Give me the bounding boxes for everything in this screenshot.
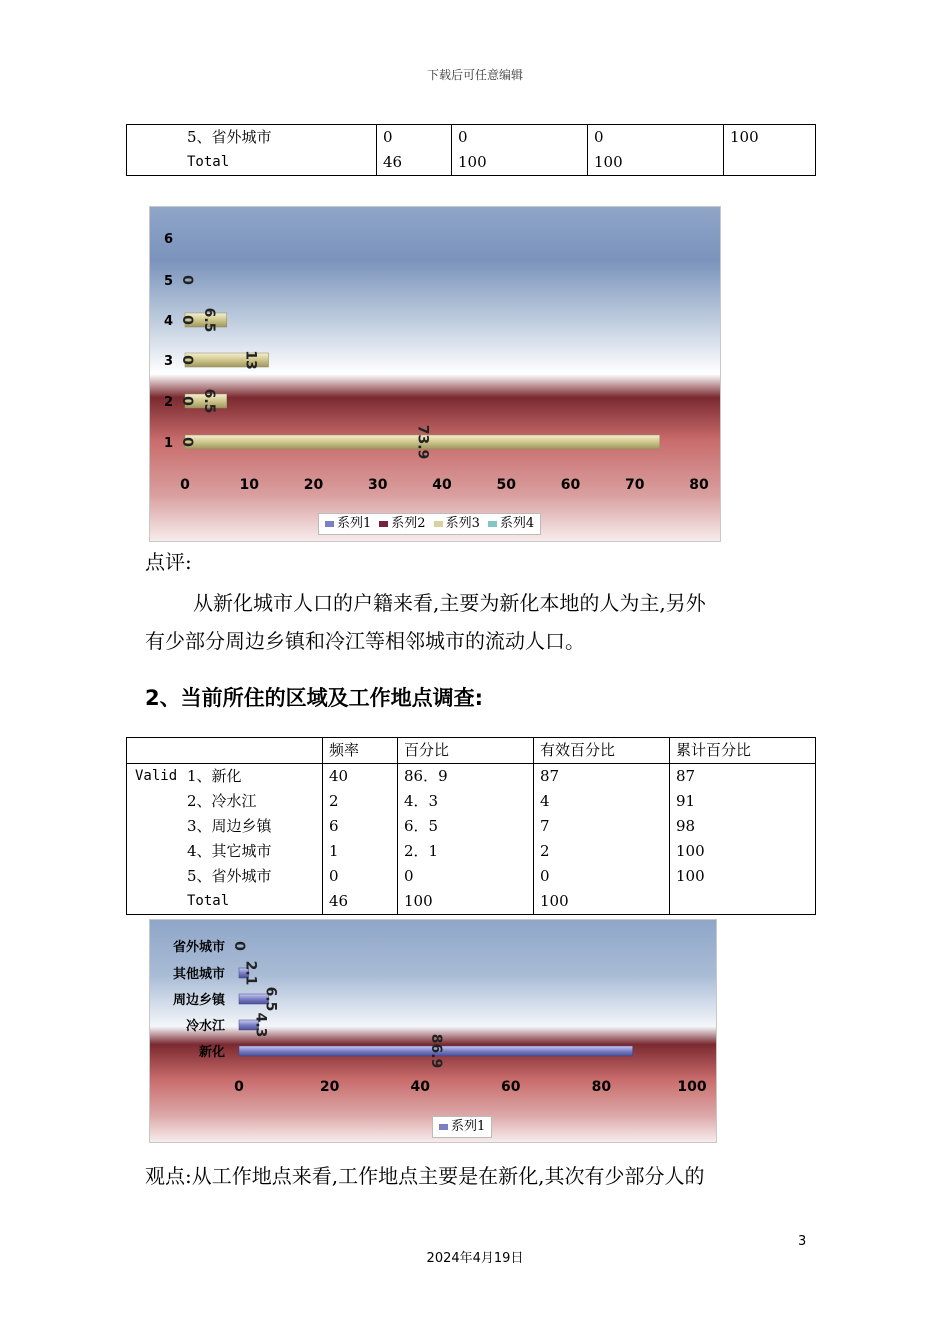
cell-value: 0 (540, 867, 550, 885)
pct-cell (452, 125, 588, 176)
cell-value: 0 (404, 867, 414, 885)
legend-item (379, 514, 425, 534)
table-header-row (127, 738, 816, 764)
row-label: 1、新化 (187, 767, 242, 785)
legend-label: 系列1 (337, 516, 372, 531)
x-tick-label: 20 (303, 477, 324, 493)
chart-household-svg (150, 207, 720, 541)
cell-value: 7 (540, 817, 550, 835)
data-label: 0 (179, 275, 195, 285)
cell-value: 4 (540, 792, 550, 810)
x-tick-label: 80 (689, 477, 709, 493)
data-label: 86.9 (427, 1033, 444, 1069)
row-label: 2、冷水江 (187, 792, 257, 810)
x-tick-label: 0 (180, 477, 190, 493)
category-label: 6 (164, 232, 174, 247)
x-tick-label: 20 (319, 1079, 340, 1095)
chart-legend (318, 513, 541, 535)
row-label: 3、周边乡镇 (187, 817, 272, 835)
cell-value: 0 (383, 128, 393, 146)
table-row (127, 125, 816, 176)
cell-value: 100 (458, 153, 487, 171)
cell-value: 2 (329, 792, 339, 810)
x-tick-label: 40 (410, 1079, 430, 1095)
data-label: 0 (231, 941, 247, 951)
data-label: 6.5 (200, 307, 217, 333)
comment-label: 点评: (145, 550, 192, 574)
x-tick-label: 70 (625, 477, 645, 493)
chart-legend (432, 1116, 492, 1138)
legend-item (488, 514, 534, 534)
header-cell: 频率 (323, 738, 398, 764)
pct-cell (398, 764, 534, 915)
page-header: 下载后可任意编辑 (426, 68, 523, 82)
cell-value: 40 (329, 767, 349, 785)
legend-label: 系列4 (499, 516, 535, 531)
page-number: 3 (798, 1234, 807, 1249)
header-cell: 百分比 (398, 738, 534, 764)
data-label: 0 (179, 437, 195, 447)
category-label: 新化 (198, 1045, 225, 1060)
x-tick-label: 10 (239, 477, 259, 493)
cell-value: 87 (540, 767, 560, 785)
legend-swatch-icon (439, 1124, 448, 1130)
opinion-text: 观点:从工作地点来看,工作地点主要是在新化,其次有少部分人的 (145, 1164, 705, 1188)
chart-work-location (149, 919, 717, 1143)
comment-body-line1: 从新化城市人口的户籍来看,主要为新化本地的人为主,另外 (193, 591, 706, 615)
cell-value: 100 (676, 867, 705, 885)
chart-background (150, 920, 716, 1142)
category-label: 5 (164, 274, 174, 289)
x-tick-label: 100 (677, 1079, 707, 1095)
cum-pct-cell (670, 764, 816, 915)
valid-pct-cell (534, 764, 670, 915)
table-work-location (126, 737, 816, 915)
cell-value: 2．1 (404, 842, 439, 860)
legend-item (439, 1117, 485, 1137)
data-label: 6.5 (200, 388, 217, 414)
table-household-continuation (126, 124, 816, 176)
legend-item (434, 514, 480, 534)
cell-value: 2 (540, 842, 550, 860)
x-tick-label: 50 (496, 477, 516, 493)
chart-work-location-svg (150, 920, 716, 1142)
category-label: 4 (164, 314, 174, 329)
x-tick-label: 60 (501, 1079, 521, 1095)
cell-value: 1 (329, 842, 339, 860)
cell-value: 91 (676, 792, 696, 810)
row-label: 5、省外城市 (187, 128, 272, 146)
cell-value: 0 (594, 128, 604, 146)
data-label: 13 (242, 350, 259, 370)
x-tick-label: 80 (591, 1079, 612, 1095)
legend-swatch-icon (434, 521, 443, 527)
legend-label: 系列3 (445, 516, 480, 531)
cell-value: 100 (730, 128, 759, 146)
data-label: 73.9 (414, 424, 431, 460)
section-heading: 2、当前所住的区域及工作地点调查: (145, 686, 484, 710)
legend-swatch-icon (325, 521, 334, 527)
data-label: 2.1 (242, 960, 259, 986)
cell-value: 0 (329, 867, 339, 885)
data-label: 0 (179, 396, 195, 406)
header-cell: 有效百分比 (534, 738, 670, 764)
x-tick-label: 60 (560, 477, 581, 493)
category-label: 省外城市 (172, 940, 225, 955)
data-label: 6.5 (262, 986, 279, 1012)
cell-value: 100 (540, 892, 569, 910)
data-label: 0 (179, 355, 195, 365)
cell-value: 6．5 (404, 817, 439, 835)
row-label: 4、其它城市 (187, 842, 272, 860)
cum-pct-cell (724, 125, 816, 176)
cell-value: 86．9 (404, 767, 448, 785)
cell-value: 98 (676, 817, 696, 835)
x-tick-label: 0 (234, 1079, 244, 1095)
x-tick-label: 30 (368, 477, 388, 493)
header-cell (127, 738, 323, 764)
category-label: 周边乡镇 (172, 993, 225, 1008)
category-label: 3 (164, 354, 174, 369)
legend-label: 系列1 (451, 1119, 486, 1134)
legend-swatch-icon (488, 521, 497, 527)
comment-body-line2: 有少部分周边乡镇和冷江等相邻城市的流动人口。 (145, 629, 585, 653)
row-label-cell (127, 764, 323, 915)
legend-label: 系列2 (391, 516, 426, 531)
category-label: 1 (164, 436, 174, 451)
data-label: 4.3 (252, 1012, 269, 1038)
cell-value: 100 (676, 842, 705, 860)
footer-date: 2024年4月19日 (426, 1251, 524, 1266)
cell-value: 100 (594, 153, 623, 171)
valid-pct-cell (588, 125, 724, 176)
category-label: 冷水江 (185, 1019, 225, 1034)
cell-value: 100 (404, 892, 433, 910)
header-cell: 累计百分比 (670, 738, 816, 764)
table-row (127, 764, 816, 915)
cell-value: 6 (329, 817, 339, 835)
cell-value: 46 (383, 153, 403, 171)
cell-value: 46 (329, 892, 349, 910)
category-label: 2 (164, 395, 174, 410)
data-label: 0 (179, 315, 195, 325)
chart-household (149, 206, 721, 542)
x-tick-label: 40 (432, 477, 452, 493)
category-label: 其他城市 (172, 967, 225, 982)
row-label: Total (187, 154, 230, 170)
valid-label: Valid (135, 768, 178, 784)
cell-value: 4．3 (404, 792, 439, 810)
row-label: 5、省外城市 (187, 867, 272, 885)
freq-cell (323, 764, 398, 915)
row-label: Total (187, 893, 230, 909)
cell-value: 87 (676, 767, 696, 785)
legend-item (325, 514, 371, 534)
cell-value: 0 (458, 128, 468, 146)
row-label-cell (127, 125, 377, 176)
freq-cell (377, 125, 452, 176)
legend-swatch-icon (379, 521, 388, 527)
